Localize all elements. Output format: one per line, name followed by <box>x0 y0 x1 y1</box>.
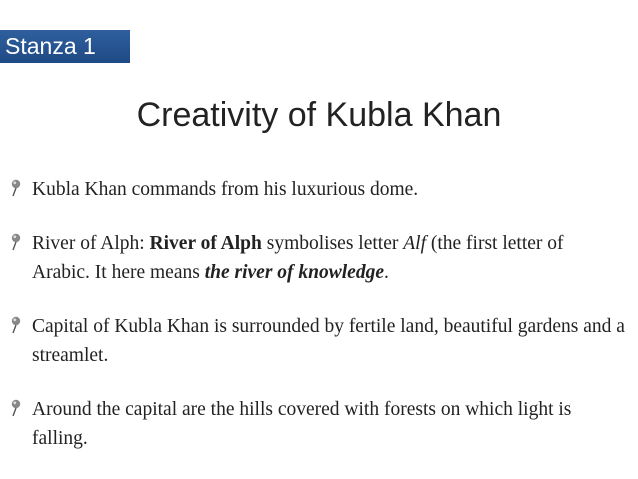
bullet-item-river-of-alph <box>10 229 625 287</box>
bullet-list <box>10 175 625 478</box>
bullet-text: symbolises letter <box>261 233 404 254</box>
bullet-item-capital <box>10 312 625 370</box>
pushpin-icon <box>10 179 22 197</box>
italic-alf: Alf <box>403 233 426 254</box>
bullet-text: River of Alph: <box>32 233 150 254</box>
bullet-text: (the first letter of Arabic. It here means <box>32 233 564 283</box>
bullet-text: Capital of Kubla Khan is surrounded by fertile land, beautiful gardens and a streamlet. <box>32 316 625 366</box>
pushpin-icon <box>10 233 22 251</box>
slide-title: Creativity of Kubla Khan <box>136 96 502 134</box>
bullet-text: Kubla Khan commands from his luxurious dome. <box>32 179 419 200</box>
bullet-text: . <box>384 262 389 283</box>
bullet-item-hills <box>10 395 625 453</box>
pushpin-icon <box>10 399 22 417</box>
bullet-text: Around the capital are the hills covered with forests on which light is falling. <box>32 399 572 449</box>
stanza-badge: Stanza 1 <box>0 30 130 63</box>
bullet-item-dome <box>10 175 625 204</box>
bold-italic-river-of-knowledge: the river of knowledge <box>204 262 384 283</box>
pushpin-icon <box>10 316 22 334</box>
bold-river-of-alph: River of Alph <box>149 233 262 254</box>
